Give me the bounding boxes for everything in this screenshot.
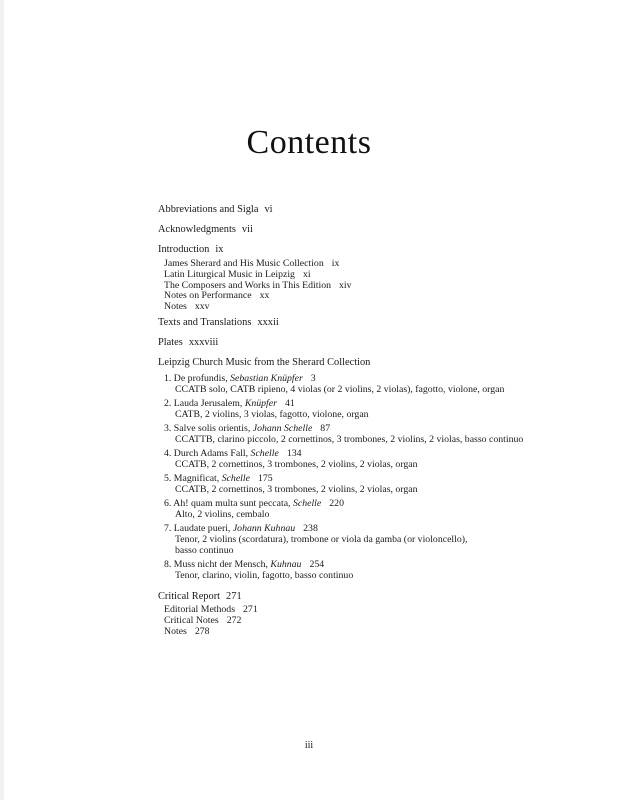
page-edge — [0, 0, 4, 800]
toc-subentry-label: Editorial Methods — [164, 603, 236, 615]
toc-entry-label: Critical Report — [158, 590, 221, 602]
toc-page-number: vii — [241, 224, 253, 235]
work-title: 2. Lauda Jerusalem, — [164, 397, 243, 409]
toc-entry-label: Texts and Translations — [158, 316, 252, 328]
toc-page-number: 238 — [303, 522, 318, 534]
toc-entry-plates[interactable] — [158, 336, 598, 356]
toc-page-number: 220 — [329, 497, 344, 509]
works-list — [164, 373, 598, 581]
toc-entry-label: Introduction — [158, 244, 210, 255]
work-scoring: CCATB, 2 cornettinos, 3 trombones, 2 violins, 2 violas, organ — [175, 458, 418, 470]
work-composer: Johann Kuhnau — [232, 522, 296, 534]
toc-page-number: ix — [215, 244, 224, 255]
work-scoring: Tenor, clarino, violin, fagotto, basso continuo — [175, 569, 354, 581]
toc-entry-label: Abbreviations and Sigla — [158, 204, 259, 215]
work-title: 5. Magnificat, — [164, 472, 220, 484]
page-number: iii — [304, 740, 314, 751]
work-title: 7. Laudate pueri, — [164, 522, 231, 534]
work-scoring: CCATB solo, CATB ripieno, 4 violas (or 2 violins, 2 violas), fagotto, violone, organ — [175, 383, 505, 395]
toc-subentry-label: Latin Liturgical Music in Leipzig — [164, 268, 295, 280]
toc-page-number: xxxii — [257, 316, 279, 328]
toc-page-number: 3 — [310, 372, 316, 384]
toc-page-number: 41 — [284, 397, 295, 409]
work-title: 6. Ah! quam multa sunt peccata, — [164, 497, 291, 509]
toc-page-number: 278 — [194, 625, 210, 637]
toc-subentry-label: Critical Notes — [164, 614, 219, 626]
toc-entry-introduction[interactable] — [158, 243, 598, 259]
toc-subentry-label: Notes — [164, 301, 187, 313]
toc-entry-label: Acknowledgments — [158, 224, 236, 235]
work-scoring: Tenor, 2 violins (scordatura), trombone or viola da gamba (or violoncello), — [175, 533, 468, 545]
toc-page-number: xx — [259, 290, 270, 302]
toc-page-number: 254 — [309, 558, 325, 570]
work-composer: Schelle — [221, 472, 250, 484]
toc-page-number: xiv — [339, 279, 352, 291]
work-item[interactable] — [164, 473, 598, 495]
work-item[interactable] — [164, 373, 598, 395]
toc-entry-texts[interactable] — [158, 316, 598, 336]
toc-entry-label: Leipzig Church Music from the Sherard Collection — [158, 356, 371, 368]
toc-page-number: xxxviii — [188, 336, 219, 348]
work-scoring: CCATTB, clarino piccolo, 2 cornettinos, 3 trombones, 2 violins, 2 violas, basso continuo — [175, 433, 524, 445]
toc-subentry-label: James Sherard and His Music Collection — [164, 258, 324, 269]
toc-page-number: 87 — [320, 422, 331, 434]
toc-page-number: xi — [302, 268, 311, 280]
critical-report-subentries — [164, 605, 598, 637]
toc-subentry-label: Notes on Performance — [164, 290, 252, 302]
toc-page-number: 271 — [243, 603, 258, 615]
work-title: 8. Muss nicht der Mensch, — [164, 558, 268, 570]
toc-subentry[interactable] — [164, 291, 598, 302]
toc-page-number: xxv — [194, 301, 210, 313]
toc-entry-label: Plates — [158, 336, 183, 348]
toc-page-number: 134 — [286, 447, 302, 459]
work-title: 3. Salve solis orientis, — [164, 422, 251, 434]
work-title: 4. Durch Adams Fall, — [164, 447, 249, 459]
work-scoring: CCATB, 2 cornettinos, 3 trombones, 2 violins, 2 violas, organ — [175, 483, 418, 495]
work-item[interactable] — [164, 498, 598, 520]
toc-page-number: 175 — [257, 472, 273, 484]
work-scoring: Alto, 2 violins, cembalo — [175, 508, 270, 520]
work-item[interactable] — [164, 559, 598, 581]
toc-subentry[interactable] — [164, 627, 598, 638]
toc-subentry-label: Notes — [164, 625, 187, 637]
page-title: Contents — [246, 124, 372, 161]
toc-entry-critical-report[interactable] — [158, 590, 598, 605]
toc-entry-leipzig[interactable] — [158, 356, 598, 370]
work-item[interactable] — [164, 523, 598, 556]
work-title: 1. De profundis, — [164, 372, 228, 384]
table-of-contents — [158, 203, 598, 637]
toc-page-number: 272 — [226, 614, 242, 626]
work-composer: Sebastian Knüpfer — [230, 372, 303, 384]
toc-subentry-label: The Composers and Works in This Edition — [164, 279, 332, 291]
work-composer: Knüpfer — [244, 397, 277, 409]
work-scoring-continued: basso continuo — [175, 544, 234, 556]
work-composer: Schelle — [250, 447, 279, 459]
work-item[interactable] — [164, 448, 598, 470]
work-scoring: CATB, 2 violins, 3 violas, fagotto, violone, organ — [175, 408, 369, 420]
toc-page-number: vi — [264, 204, 273, 215]
introduction-subentries — [164, 259, 598, 313]
toc-page-number: ix — [331, 258, 340, 269]
work-item[interactable] — [164, 398, 598, 420]
work-composer: Kuhnau — [270, 558, 302, 570]
work-composer: Johann Schelle — [252, 422, 313, 434]
work-item[interactable] — [164, 423, 598, 445]
toc-subentry[interactable] — [164, 302, 598, 313]
toc-subentry[interactable] — [164, 616, 598, 627]
toc-entry-abbreviations[interactable] — [158, 203, 598, 223]
work-composer: Schelle — [292, 497, 322, 509]
toc-page-number: 271 — [226, 590, 242, 602]
toc-entry-acknowledgments[interactable] — [158, 223, 598, 243]
